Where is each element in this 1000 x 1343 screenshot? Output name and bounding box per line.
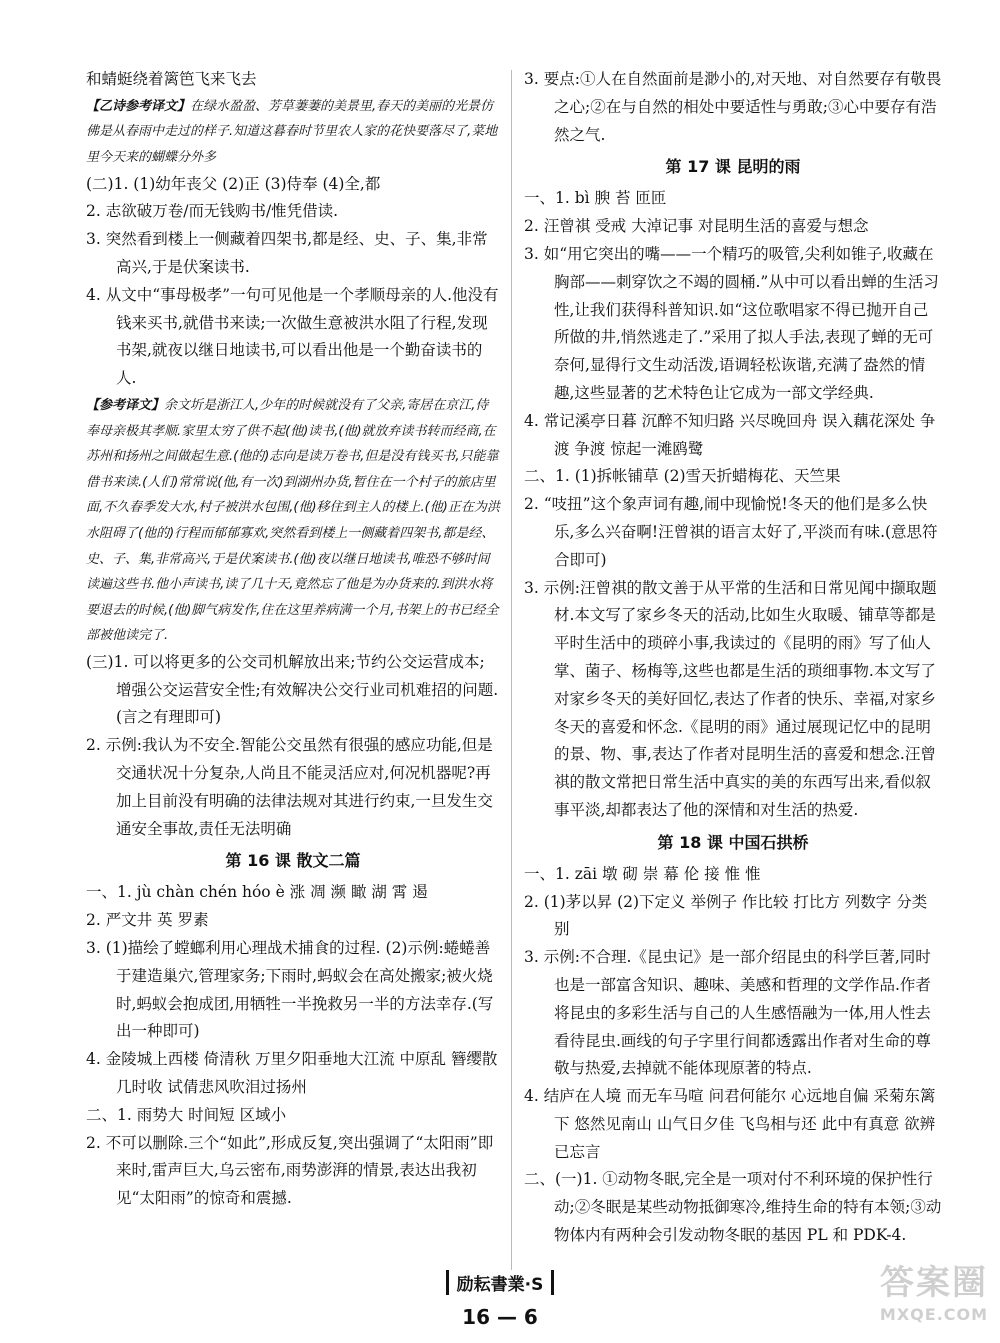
page-footer [0,1270,1000,1329]
answer-3-1: (三)1. 可以将更多的公交司机解放出来;节约公交运营成本;增强公交运营安全性;有效解决公交行业司机难招的问题.(言之有理即可) [86,652,499,727]
publisher-logo: 励耘書業·S [446,1270,555,1295]
tag-label: 【参考译文】 [86,397,165,413]
answer-2-1: (二)1. (1)幼年丧父 (2)正 (3)侍奉 (4)全,都 [86,174,381,193]
lesson16-q2: 2. 严文井 英 罗素 [86,911,209,930]
lesson17-q3: 3. 如“用它突出的嘴——一个精巧的吸管,尖利如锥子,收藏在胸部——刺穿饮之不竭的圆桶.”从中可以看出蝉的生活习性,让我们获得科普知识.如“这位歌唱家不得已抛开自己所做的井,悄然逃走了.”采用了拟人手法,表现了蝉的无可奈何,显得行文生动活泼,语调轻松诙谐,充满了盎然的情趣,这些显著的艺术特色让它成为一部文学经典. [524,244,939,402]
answer-2-2: 2. 志欲破万卷/而无钱购书/惟凭借读. [86,202,339,221]
lesson17-q4: 4. 常记溪亭日暮 沉醉不知归路 兴尽晚回舟 误入藕花深处 争渡 争渡 惊起一滩鸥鹭 [524,411,936,458]
lesson18-q3: 3. 示例:不合理.《昆虫记》是一部介绍昆虫的科学巨著,同时也是一部富含知识、趣味、美感和哲理的文学作品.作者将昆虫的多彩生活与自己的人生感悟融为一体,用人性去看待昆虫.画线的句子字里行间都透露出作者对生命的尊敬与热爱,去掉就不能体现原著的特点. [524,948,931,1078]
lesson16-part2-q1: 二、1. 雨势大 时间短 区域小 [86,1105,287,1124]
lesson17-part2-q2: 2. “吱扭”这个象声词有趣,闹中现愉悦!冬天的他们是多么快乐,多么兴奋啊!汪曾祺的语言太好了,平淡而有味.(意思符合即可) [524,495,938,569]
answer-prev-3: 3. 要点:①人在自然面前是渺小的,对天地、对自然要存有敬畏之心;②在与自然的相处中要适性与勇敢;③心中要存有浩然之气. [524,70,942,144]
lesson16-q1: 一、1. jù chàn chén hóo è 涨 凋 濒 瞰 湖 霄 遏 [86,883,428,902]
watermark-title: 答案圈 [880,1263,988,1303]
translation-text: 余文圻是浙江人,少年的时候就没有了父亲,寄居在京江,侍奉母亲极其孝顺.家里太穷了供不起(他)读书,(他)就放弃读书转而经商,在苏州和扬州之间做起生意.(他的)志向是读万卷书,但是没有钱买书,只能靠借书来读.(人们)常常说(他,有一次)到湖州办货,暂住在一个村子的旅店里面,不久春季发大水,村子被洪水包围,(他)移住到主人的楼上.(他)正在为洪水阻碍了(他的)行程而郁郁寡欢,突然看到楼上一侧藏着四架书,都是经、史、子、集,非常高兴,于是伏案读书.(他)夜以继日地读书,唯恐不够时间读遍这些书.他小声读书,读了几十天,竟然忘了他是为办货来的.到洪水将要退去的时候,(他)脚气病发作,住在这里养病满一个月,书架上的书已经全部被他读完了. [86,397,500,644]
translation-yi [86,94,500,171]
lesson18-q2: 2. (1)茅以昇 (2)下定义 举例子 作比较 打比方 列数字 分类别 [524,892,928,939]
lesson18-q4: 4. 结庐在人境 而无车马喧 问君何能尔 心远地自偏 采菊东篱下 悠然见南山 山气日夕佳 飞鸟相与还 此中有真意 欲辨已忘言 [524,1087,936,1161]
left-column [86,66,500,1213]
answer-2-4: 4. 从文中“事母极孝”一句可见他是一个孝顺母亲的人.他没有钱来买书,就借书来读;一次做生意被洪水阻了行程,发现书架,就夜以继日地读书,可以看出他是一个勤奋读书的人. [86,285,499,388]
page-number: 16 — 6 [462,1305,538,1329]
lesson-16-title: 第 16 课 散文二篇 [225,851,361,871]
lesson17-q1: 一、1. bì 腴 苔 匝匝 [524,189,667,208]
site-watermark [874,1261,994,1337]
reference-translation [86,393,500,649]
lesson16-q3: 3. (1)描绘了螳螂利用心理战术捕食的过程. (2)示例:蜷蜷善于建造巢穴,管理家务;下雨时,蚂蚁会在高处搬家;被火烧时,蚂蚁会抱成团,用牺牲一半挽救另一半的方法幸存.(写出一种即可) [86,939,494,1041]
lesson17-part2-q1: 二、1. (1)拆帐铺草 (2)雪天折蜡梅花、天竺果 [524,467,841,486]
tag-label: 【乙诗参考译文】 [86,98,191,114]
column-divider [511,70,512,1270]
lesson18-part2-q1: 二、(一)1. ①动物冬眠,完全是一项对付不利环境的保护性行动;②冬眠是某些动物抵御寒冷,维持生命的特有本领;③动物体内有两种会引发动物冬眠的基因 PL 和 PDK-4. [524,1170,942,1245]
lesson16-part2-q2: 2. 不可以删除.三个“如此”,形成反复,突出强调了“太阳雨”即来时,雷声巨大,乌云密布,雨势澎湃的情景,表达出我初见“太阳雨”的惊奇和震撼. [86,1133,494,1208]
lesson-17-title: 第 17 课 昆明的雨 [665,157,801,177]
lesson-18-title: 第 18 课 中国石拱桥 [657,832,809,852]
answer-2-3: 3. 突然看到楼上一侧藏着四架书,都是经、史、子、集,非常高兴,于是伏案读书. [86,230,488,276]
lesson17-q2: 2. 汪曾祺 受戒 大淖记事 对昆明生活的喜爱与想念 [524,217,869,236]
right-column [524,66,942,1250]
lesson17-part2-q3: 3. 示例:汪曾祺的散文善于从平常的生活和日常见闻中撷取题材.本文写了家乡冬天的活动,比如生火取暖、铺草等都是平时生活中的琐碎小事,我读过的《昆明的雨》写了仙人掌、菌子、杨梅等,这些也都是生活的琐细事物.本文写了对家乡冬天的美好回忆,表达了作者的快乐、幸福,对家乡冬天的喜爱和怀念.《昆明的雨》通过展现记忆中的昆明的景、物、事,表达了作者对昆明生活的喜爱和想念.汪曾祺的散文常把日常生活中真实的美的东西写出来,看似叙事平淡,却都表达了他的深情和对生活的热爱. [524,578,937,819]
translation-text: 在绿水盈盈、芳草萋萋的美景里,春天的美丽的光景仿佛是从春雨中走过的样子.知道这暮春时节里农人家的花快要落尽了,菜地里今天来的蝴蝶分外多 [86,98,498,165]
watermark-url: MXQE.COM [879,1305,989,1324]
lesson16-q4: 4. 金陵城上西楼 倚清秋 万里夕阳垂地大江流 中原乱 簪缨散 几时收 试倩悲风吹泪过扬州 [86,1050,498,1097]
lesson18-q1: 一、1. zāi 墩 砌 崇 幕 伦 接 惟 惟 [524,864,761,883]
answer-3-2: 2. 示例:我认为不安全.智能公交虽然有很强的感应功能,但是交通状况十分复杂,人尚且不能灵活应对,何况机器呢?再加上目前没有明确的法律法规对其进行约束,一旦发生交通安全事故,责任无法明确 [86,736,493,838]
poem-line: 和蜻蜓绕着篱笆飞来飞去 [86,70,257,88]
